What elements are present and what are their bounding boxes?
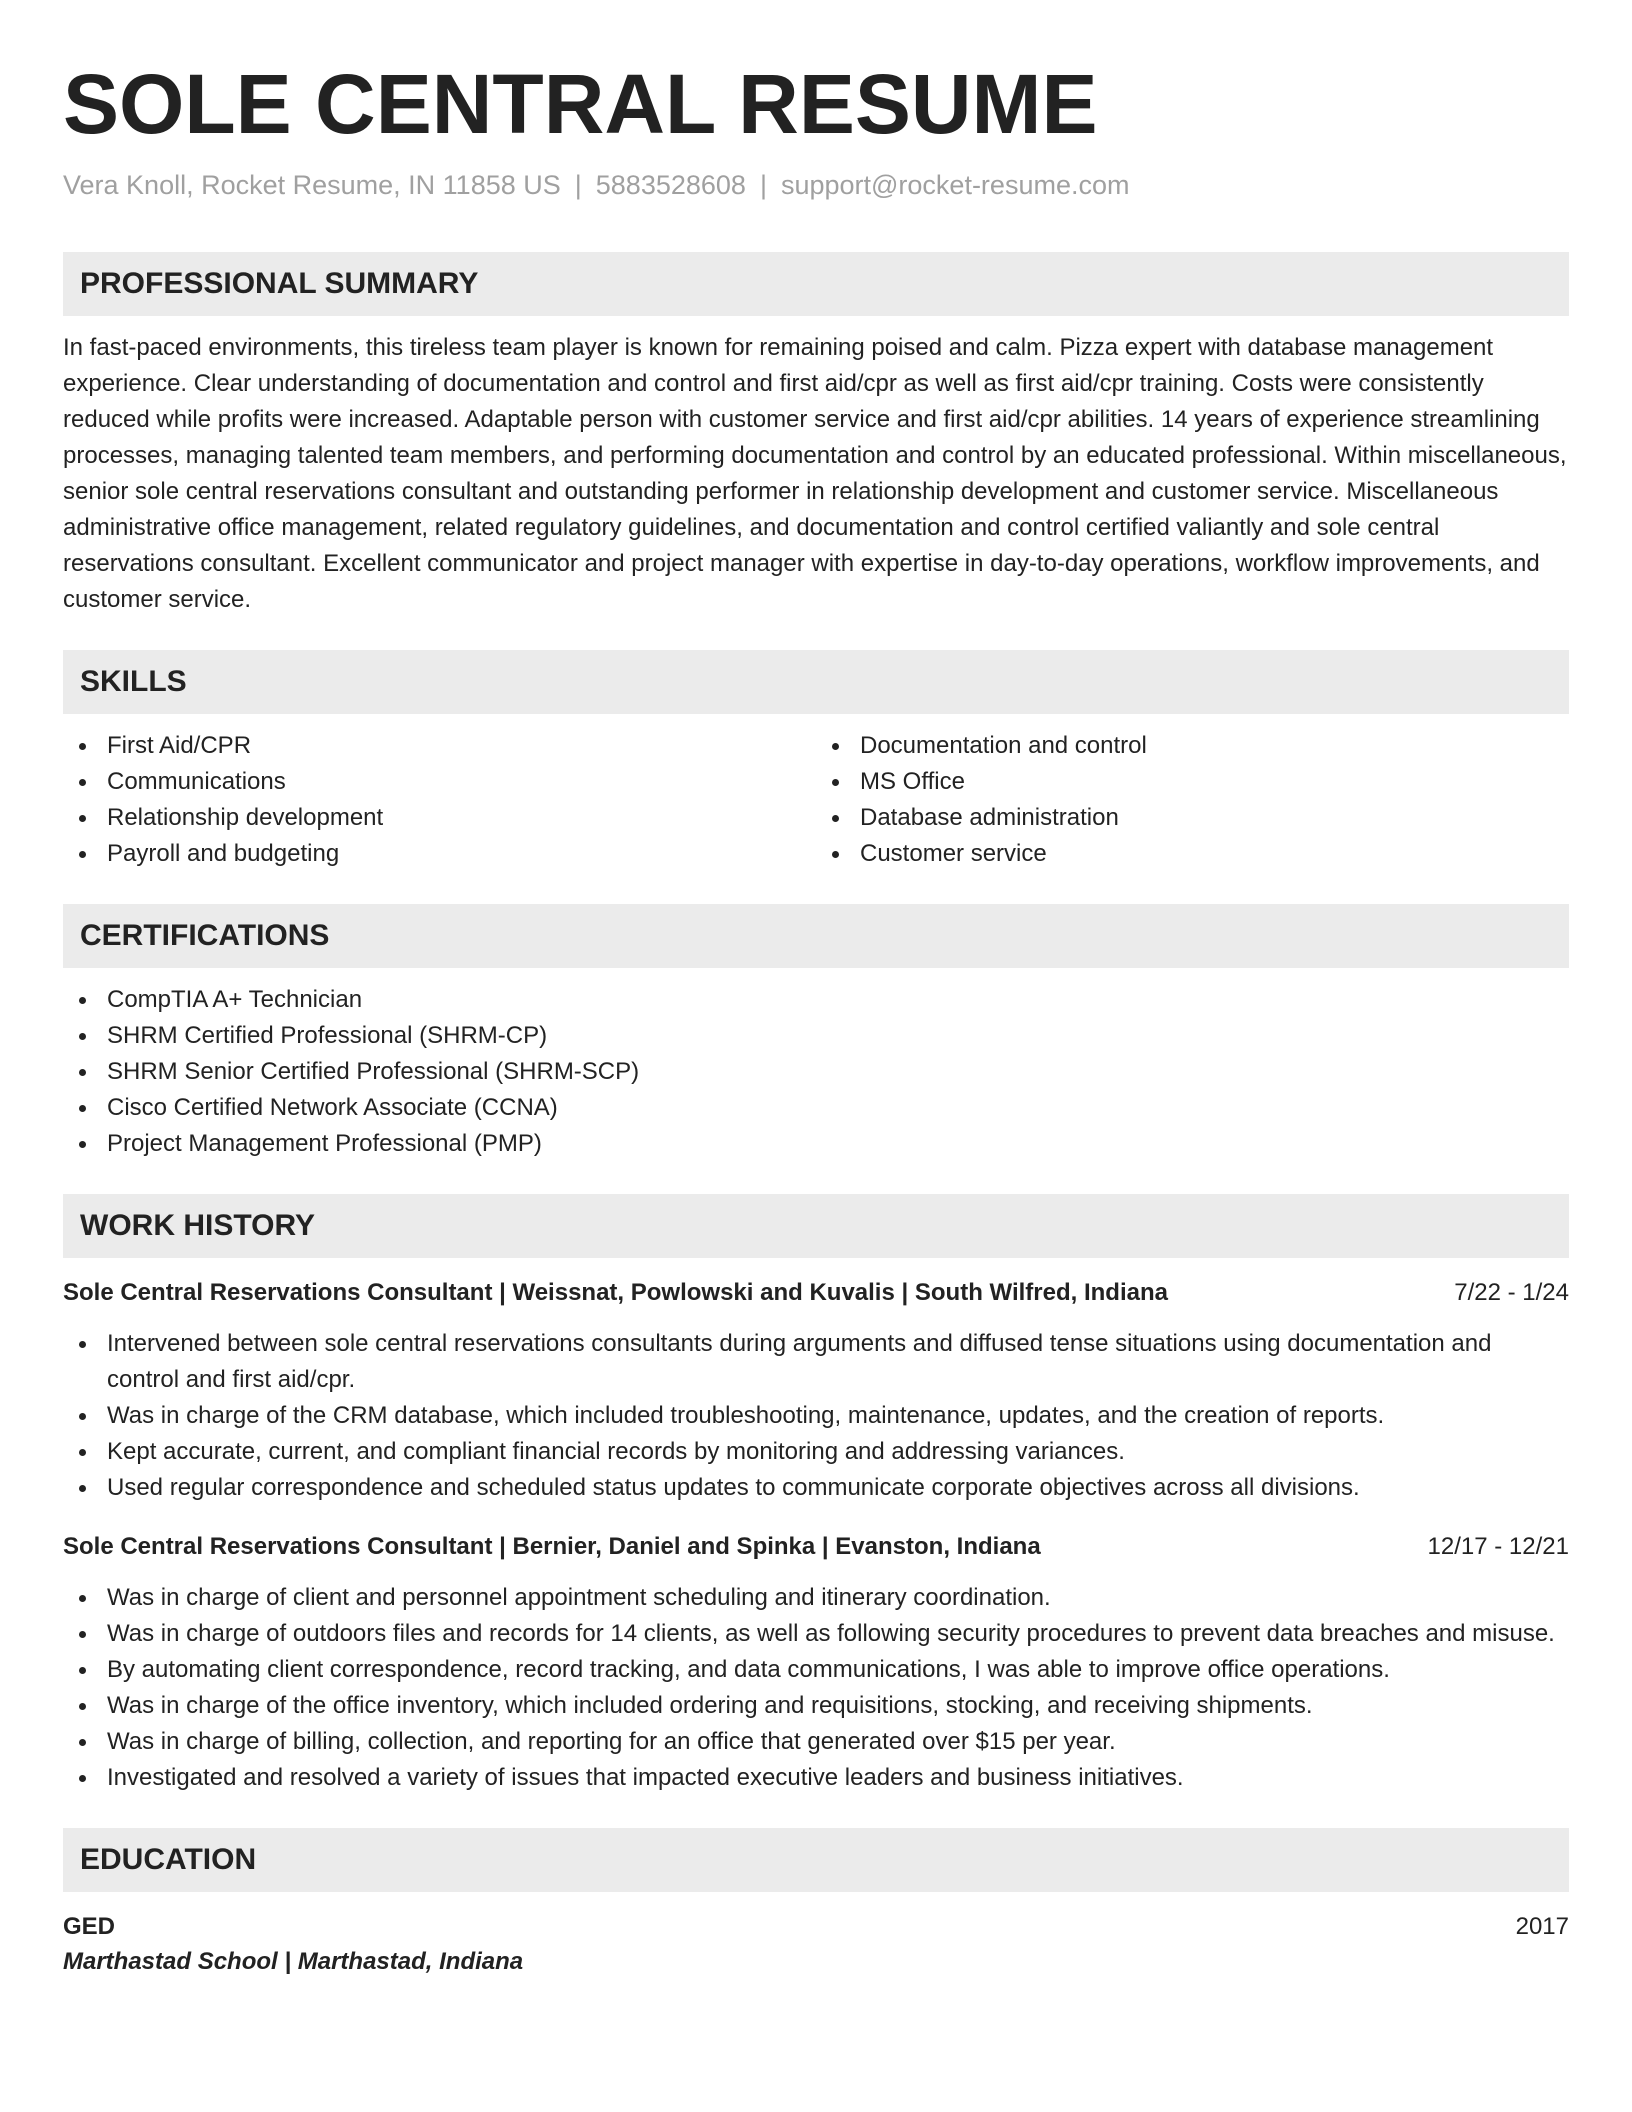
job-bullet: Was in charge of billing, collection, and reporting for an office that generated over $15 per year. xyxy=(63,1724,1569,1760)
job-bullet: Used regular correspondence and scheduled status updates to communicate corporate objectives across all divisions. xyxy=(63,1470,1569,1506)
job-bullets xyxy=(63,1580,1569,1796)
job-header xyxy=(63,1530,1569,1564)
skills-list-left xyxy=(63,728,816,872)
certification-item: SHRM Senior Certified Professional (SHRM-SCP) xyxy=(63,1054,1569,1090)
section-header-certifications: CERTIFICATIONS xyxy=(63,904,1569,968)
job-bullet: Was in charge of client and personnel appointment scheduling and itinerary coordination. xyxy=(63,1580,1569,1616)
certification-item: Project Management Professional (PMP) xyxy=(63,1126,1569,1162)
job-bullet: Intervened between sole central reservations consultants during arguments and diffused tense situations using documentation and control and first aid/cpr. xyxy=(63,1326,1569,1398)
skill-item: Relationship development xyxy=(63,800,816,836)
skill-item: MS Office xyxy=(816,764,1569,800)
contact-separator: | xyxy=(574,170,582,200)
certification-item: Cisco Certified Network Associate (CCNA) xyxy=(63,1090,1569,1126)
job-bullet: Was in charge of outdoors files and records for 14 clients, as well as following security procedures to prevent data breaches and misuse. xyxy=(63,1616,1569,1652)
skill-item: First Aid/CPR xyxy=(63,728,816,764)
job-title: Sole Central Reservations Consultant | Weissnat, Powlowski and Kuvalis | South Wilfred, Indiana xyxy=(63,1279,1168,1306)
education-header xyxy=(63,1910,1569,1944)
skill-item: Customer service xyxy=(816,836,1569,872)
job-bullet: Was in charge of the office inventory, which included ordering and requisitions, stocking, and receiving shipments. xyxy=(63,1688,1569,1724)
section-header-work-history: WORK HISTORY xyxy=(63,1194,1569,1258)
section-header-skills: SKILLS xyxy=(63,650,1569,714)
contact-address: Vera Knoll, Rocket Resume, IN 11858 US xyxy=(63,170,561,200)
skills-grid xyxy=(63,714,1569,872)
job-bullets xyxy=(63,1326,1569,1506)
job-bullet: Investigated and resolved a variety of issues that impacted executive leaders and business initiatives. xyxy=(63,1760,1569,1796)
skill-item: Payroll and budgeting xyxy=(63,836,816,872)
resume-title: SOLE CENTRAL RESUME xyxy=(63,57,1098,151)
contact-phone: 5883528608 xyxy=(595,170,746,200)
summary-paragraph: In fast-paced environments, this tireless team player is known for remaining poised and calm. Pizza expert with database management experience. Clear understanding of documentation and control and first aid/cpr as well as first aid/cpr training. Costs were consistently reduced while profits were increased. Adaptable person with customer service and first aid/cpr abilities. 14 years of experience streamlining processes, managing talented team members, and performing documentation and control by an educated professional. Within miscellaneous, senior sole central reservations consultant and outstanding performer in relationship development and customer service. Miscellaneous administrative office management, related regulatory guidelines, and documentation and control certified valiantly and sole central reservations consultant. Excellent communicator and project manager with expertise in day-to-day operations, workflow improvements, and customer service. xyxy=(63,334,1567,613)
section-header-education: EDUCATION xyxy=(63,1828,1569,1892)
job-title: Sole Central Reservations Consultant | Bernier, Daniel and Spinka | Evanston, Indiana xyxy=(63,1533,1041,1560)
contact-email: support@rocket-resume.com xyxy=(780,170,1130,200)
education-school: Marthastad School | Marthastad, Indiana xyxy=(63,1948,524,1975)
job-dates: 7/22 - 1/24 xyxy=(1454,1279,1569,1306)
job-bullet: Was in charge of the CRM database, which included troubleshooting, maintenance, updates, and the creation of reports. xyxy=(63,1398,1569,1434)
education-year: 2017 xyxy=(1515,1913,1569,1940)
contact-line xyxy=(63,168,1569,202)
contact-separator: | xyxy=(759,170,767,200)
job-header xyxy=(63,1276,1569,1310)
skill-item: Database administration xyxy=(816,800,1569,836)
education-degree: GED xyxy=(63,1913,116,1940)
certifications-list xyxy=(63,982,1569,1162)
job-bullet: Kept accurate, current, and compliant financial records by monitoring and addressing variances. xyxy=(63,1434,1569,1470)
section-header-summary: PROFESSIONAL SUMMARY xyxy=(63,252,1569,316)
job-dates: 12/17 - 12/21 xyxy=(1427,1533,1569,1560)
skill-item: Documentation and control xyxy=(816,728,1569,764)
job-bullet: By automating client correspondence, record tracking, and data communications, I was able to improve office operations. xyxy=(63,1652,1569,1688)
skills-list-right xyxy=(816,728,1569,872)
certification-item: CompTIA A+ Technician xyxy=(63,982,1569,1018)
skill-item: Communications xyxy=(63,764,816,800)
certification-item: SHRM Certified Professional (SHRM-CP) xyxy=(63,1018,1569,1054)
